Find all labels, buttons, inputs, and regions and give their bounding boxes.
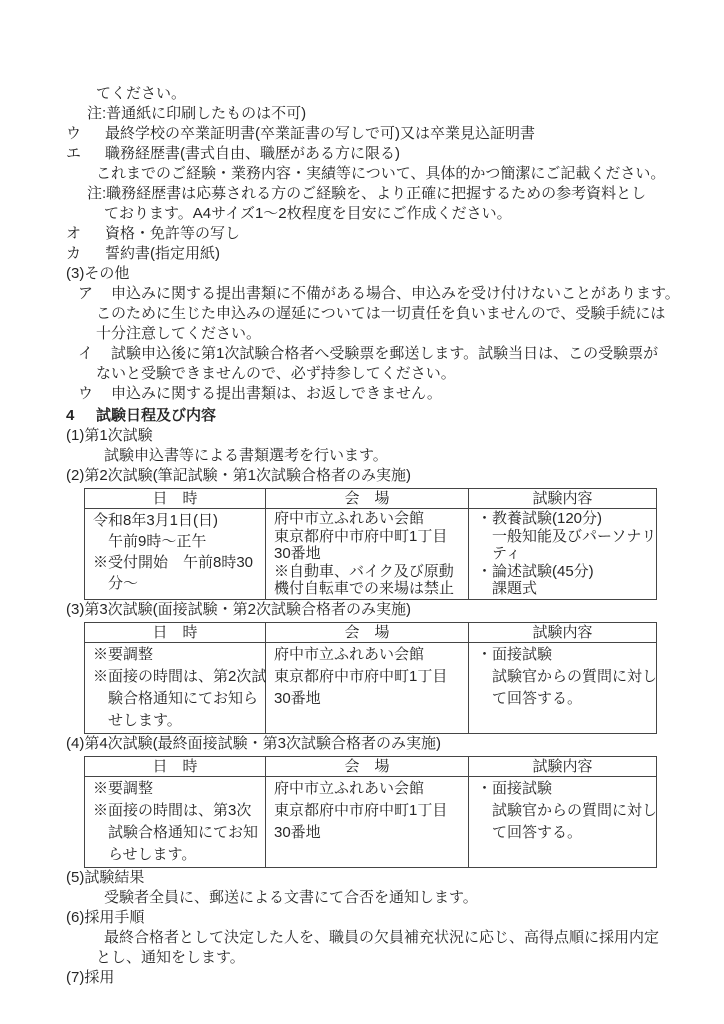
subsection-7-label: (7)採用 (66, 968, 115, 986)
body-line: これまでのご経験・業務内容・実績等について、具体的かつ簡潔にご記載ください。 (96, 165, 666, 182)
note-line: 注:職務経歴書は応募される方のご経験を、より正確に把握するための参考資料とし (87, 185, 647, 202)
cell-line: 府中市立ふれあい会館 (274, 645, 425, 663)
table-body-row (85, 642, 657, 733)
cell-line: 試験官からの質問に対し (477, 801, 658, 819)
subsection-5-label: (5)試験結果 (66, 868, 145, 886)
cell-line: 験合格通知にてお知ら (93, 689, 259, 707)
cell-line: 課題式 (477, 580, 538, 597)
cell-line: 午前9時〜正午 (93, 533, 207, 550)
subsection-6-body-continuation: とし、通知をします。 (96, 948, 245, 966)
table-header-row (85, 756, 657, 776)
cell-line: ※面接の時間は、第3次 (93, 801, 252, 819)
list-item-text: 誓約書(指定用紙) (105, 245, 220, 262)
subsection-3-other-label: (3)その他 (66, 265, 130, 282)
cell-line: 東京都府中市府中町1丁目 (274, 801, 448, 819)
list-marker: エ (66, 145, 82, 162)
list-item-text: 資格・免許等の写し (105, 225, 241, 242)
list-marker: ウ (66, 125, 82, 142)
list-item-text: 申込みに関する提出書類に不備がある場合、申込みを受け付けないことがあります。 (111, 285, 680, 302)
cell-line: 東京都府中市府中町1丁目 (274, 527, 448, 545)
venue-cell (266, 509, 469, 600)
cell-line: て回答する。 (477, 689, 583, 707)
list-marker: オ (66, 225, 82, 242)
cell-line: 30番地 (274, 689, 321, 707)
cell-line: 試験官からの質問に対し (477, 667, 658, 685)
table-body-row (85, 509, 657, 600)
list-marker: ア (78, 285, 94, 302)
body-line: 十分注意してください。 (96, 325, 262, 342)
content-cell (469, 776, 657, 867)
intro-line: てください。 (96, 85, 187, 102)
cell-line: らせします。 (93, 845, 197, 863)
venue-cell (266, 776, 469, 867)
cell-line: ※受付開始 午前8時30 (93, 554, 254, 571)
header-datetime: 日 時 (85, 622, 266, 642)
header-content: 試験内容 (469, 489, 657, 509)
list-item-i (0, 344, 724, 364)
cell-line: ・面接試験 (477, 779, 553, 797)
cell-line: 府中市立ふれあい会館 (274, 510, 425, 527)
cell-line: 分〜 (93, 575, 139, 592)
list-item-u2 (0, 384, 724, 404)
table-header-row (85, 622, 657, 642)
table-header-row (85, 489, 657, 509)
body-line: ないと受験できませんので、必ず持参してください。 (96, 365, 456, 382)
header-datetime: 日 時 (85, 489, 266, 509)
body-line: このために生じた申込みの遅延については一切責任を負いませんので、受験手続には (96, 305, 666, 322)
cell-line: 機付自転車での来場は禁止 (274, 580, 455, 597)
list-item-u (0, 124, 724, 144)
subsection-6-body: 最終合格者として決定した人を、職員の欠員補充状況に応じ、高得点順に採用内定 (104, 928, 660, 946)
cell-line: ティ (477, 545, 521, 562)
exam-table-3rd (84, 622, 657, 734)
cell-line: 一般知能及びパーソナリ (477, 527, 657, 545)
content-cell (469, 642, 657, 733)
subsection-6-label: (6)採用手順 (66, 908, 145, 926)
subsection-4-label: (4)第4次試験(最終面接試験・第3次試験合格者のみ実施) (66, 734, 442, 752)
cell-line: ・教養試験(120分) (477, 510, 603, 527)
list-item-text: 最終学校の卒業証明書(卒業証書の写しで可)又は卒業見込証明書 (105, 125, 535, 142)
header-venue: 会 場 (266, 489, 469, 509)
content-cell (469, 509, 657, 600)
cell-line: 府中市立ふれあい会館 (274, 779, 425, 797)
header-content: 試験内容 (469, 756, 657, 776)
header-datetime: 日 時 (85, 756, 266, 776)
list-item-text: 職務経歴書(書式自由、職歴がある方に限る) (105, 145, 400, 162)
section-4-heading (0, 406, 724, 426)
list-item-e (0, 144, 724, 164)
cell-line: ・面接試験 (477, 645, 553, 663)
datetime-cell (85, 509, 266, 600)
venue-cell (266, 642, 469, 733)
header-venue: 会 場 (266, 622, 469, 642)
list-item-text: 申込みに関する提出書類は、お返しできません。 (111, 385, 442, 402)
section-title: 試験日程及び内容 (96, 407, 217, 424)
subsection-5-body: 受験者全員に、郵送による文書にて合否を通知します。 (104, 888, 478, 906)
exam-table-2nd (84, 488, 657, 600)
cell-line: ※要調整 (93, 645, 154, 663)
table-body-row (85, 776, 657, 867)
list-marker: ウ (78, 385, 94, 402)
cell-line: 30番地 (274, 545, 321, 562)
list-item-o (0, 224, 724, 244)
subsection-1-body: 試験申込書等による書類選考を行います。 (104, 447, 388, 464)
datetime-cell (85, 642, 266, 733)
datetime-cell (85, 776, 266, 867)
cell-line: ※自動車、バイク及び原動 (274, 562, 454, 580)
list-item-ka (0, 244, 724, 264)
cell-line: ・論述試験(45分) (477, 562, 594, 580)
header-venue: 会 場 (266, 756, 469, 776)
list-marker: イ (78, 345, 94, 362)
cell-line: ※要調整 (93, 779, 154, 797)
subsection-2-label: (2)第2次試験(筆記試験・第1次試験合格者のみ実施) (66, 467, 412, 484)
header-content: 試験内容 (469, 622, 657, 642)
cell-line: 30番地 (274, 823, 321, 841)
subsection-1-label: (1)第1次試験 (66, 427, 153, 444)
cell-line: て回答する。 (477, 823, 583, 841)
note-line: 注:普通紙に印刷したものは不可) (87, 105, 307, 122)
exam-table-4th (84, 756, 657, 868)
cell-line: 令和8年3月1日(日) (93, 512, 219, 529)
list-item-a (0, 284, 724, 304)
cell-line: 試験合格通知にてお知 (93, 823, 259, 841)
cell-line: せします。 (93, 711, 182, 729)
note-continuation-line: ております。A4サイズ1〜2枚程度を目安にご作成ください。 (104, 205, 512, 222)
section-number: 4 (66, 407, 75, 424)
subsection-3-label: (3)第3次試験(面接試験・第2次試験合格者のみ実施) (66, 600, 412, 618)
list-marker: カ (66, 245, 82, 262)
list-item-text: 試験申込後に第1次試験合格者へ受験票を郵送します。試験当日は、この受験票が (111, 345, 659, 362)
cell-line: 東京都府中市府中町1丁目 (274, 667, 448, 685)
cell-line: ※面接の時間は、第2次試 (93, 667, 267, 685)
